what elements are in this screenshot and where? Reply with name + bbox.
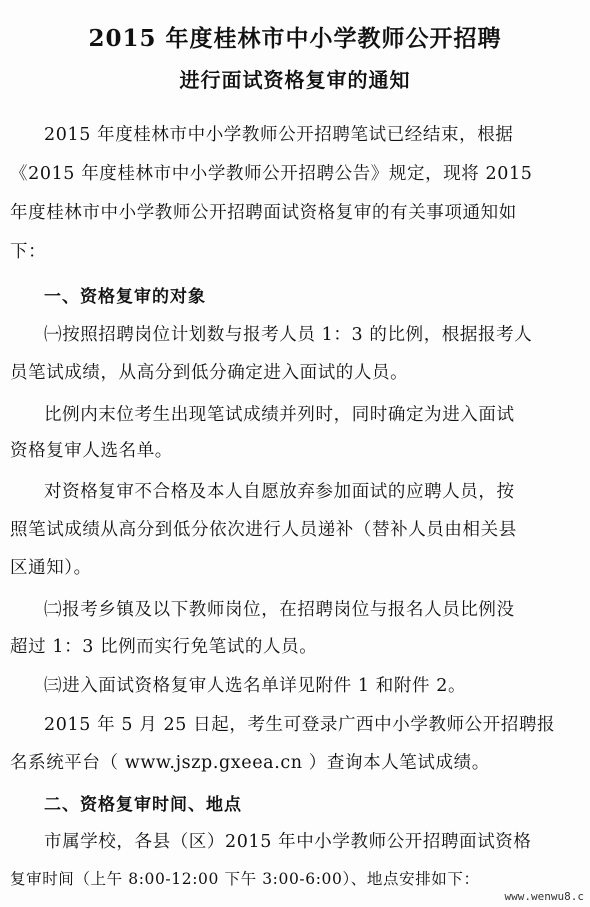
section-heading: 一、资格复审的对象 [44, 287, 206, 307]
paragraph-line: 比例内末位考生出现笔试成绩并列时，同时确定为进入面试 [44, 405, 515, 425]
section-heading: 二、资格复审时间、地点 [44, 795, 242, 815]
paragraph-line: 对资格复审不合格及本人自愿放弃参加面试的应聘人员，按 [44, 482, 515, 502]
paragraph-line: ㈠按照招聘岗位计划数与报考人员 1：3 的比例，根据报考人 [44, 325, 533, 345]
paragraph-line: 资格复审人选名单。 [10, 441, 173, 461]
paragraph-line: 复审时间（上午 8:00-12:00 下午 3:00-6:00）、地点安排如下： [10, 870, 480, 888]
watermark-text: www.wenwu8.c [504, 890, 584, 903]
paragraph-line: 员笔试成绩，从高分到低分确定进入面试的人员。 [10, 363, 409, 383]
paragraph-line: 市属学校，各县（区）2015 年中小学教师公开招聘面试资格 [44, 832, 532, 852]
paragraph-line: ㈢进入面试资格复审人选名单详见附件 1 和附件 2。 [44, 676, 467, 696]
document-subtitle: 进行面试资格复审的通知 [179, 68, 411, 92]
document-title: 2015 年度桂林市中小学教师公开招聘 [88, 25, 502, 52]
paragraph-line: 2015 年度桂林市中小学教师公开招聘笔试已经结束，根据 [44, 125, 514, 145]
paragraph-line: 年度桂林市中小学教师公开招聘面试资格复审的有关事项通知如 [10, 203, 517, 223]
paragraph-line: 超过 1：3 比例而实行免笔试的人员。 [10, 637, 318, 657]
paragraph-line: 区通知）。 [10, 558, 92, 578]
paragraph-line: 2015 年 5 月 25 日起，考生可登录广西中小学教师公开招聘报 [44, 715, 556, 735]
paragraph-line: 照笔试成绩从高分到低分依次进行人员递补（替补人员由相关县 [10, 520, 517, 540]
paragraph-line: 名系统平台（ www.jszp.gxeea.cn ）查询本人笔试成绩。 [10, 753, 490, 773]
paragraph-line: ㈡报考乡镇及以下教师岗位，在招聘岗位与报名人员比例没 [44, 600, 515, 620]
paragraph-line: 《2015 年度桂林市中小学教师公开招聘公告》规定，现将 2015 [10, 164, 533, 184]
paragraph-line: 下： [10, 242, 47, 262]
